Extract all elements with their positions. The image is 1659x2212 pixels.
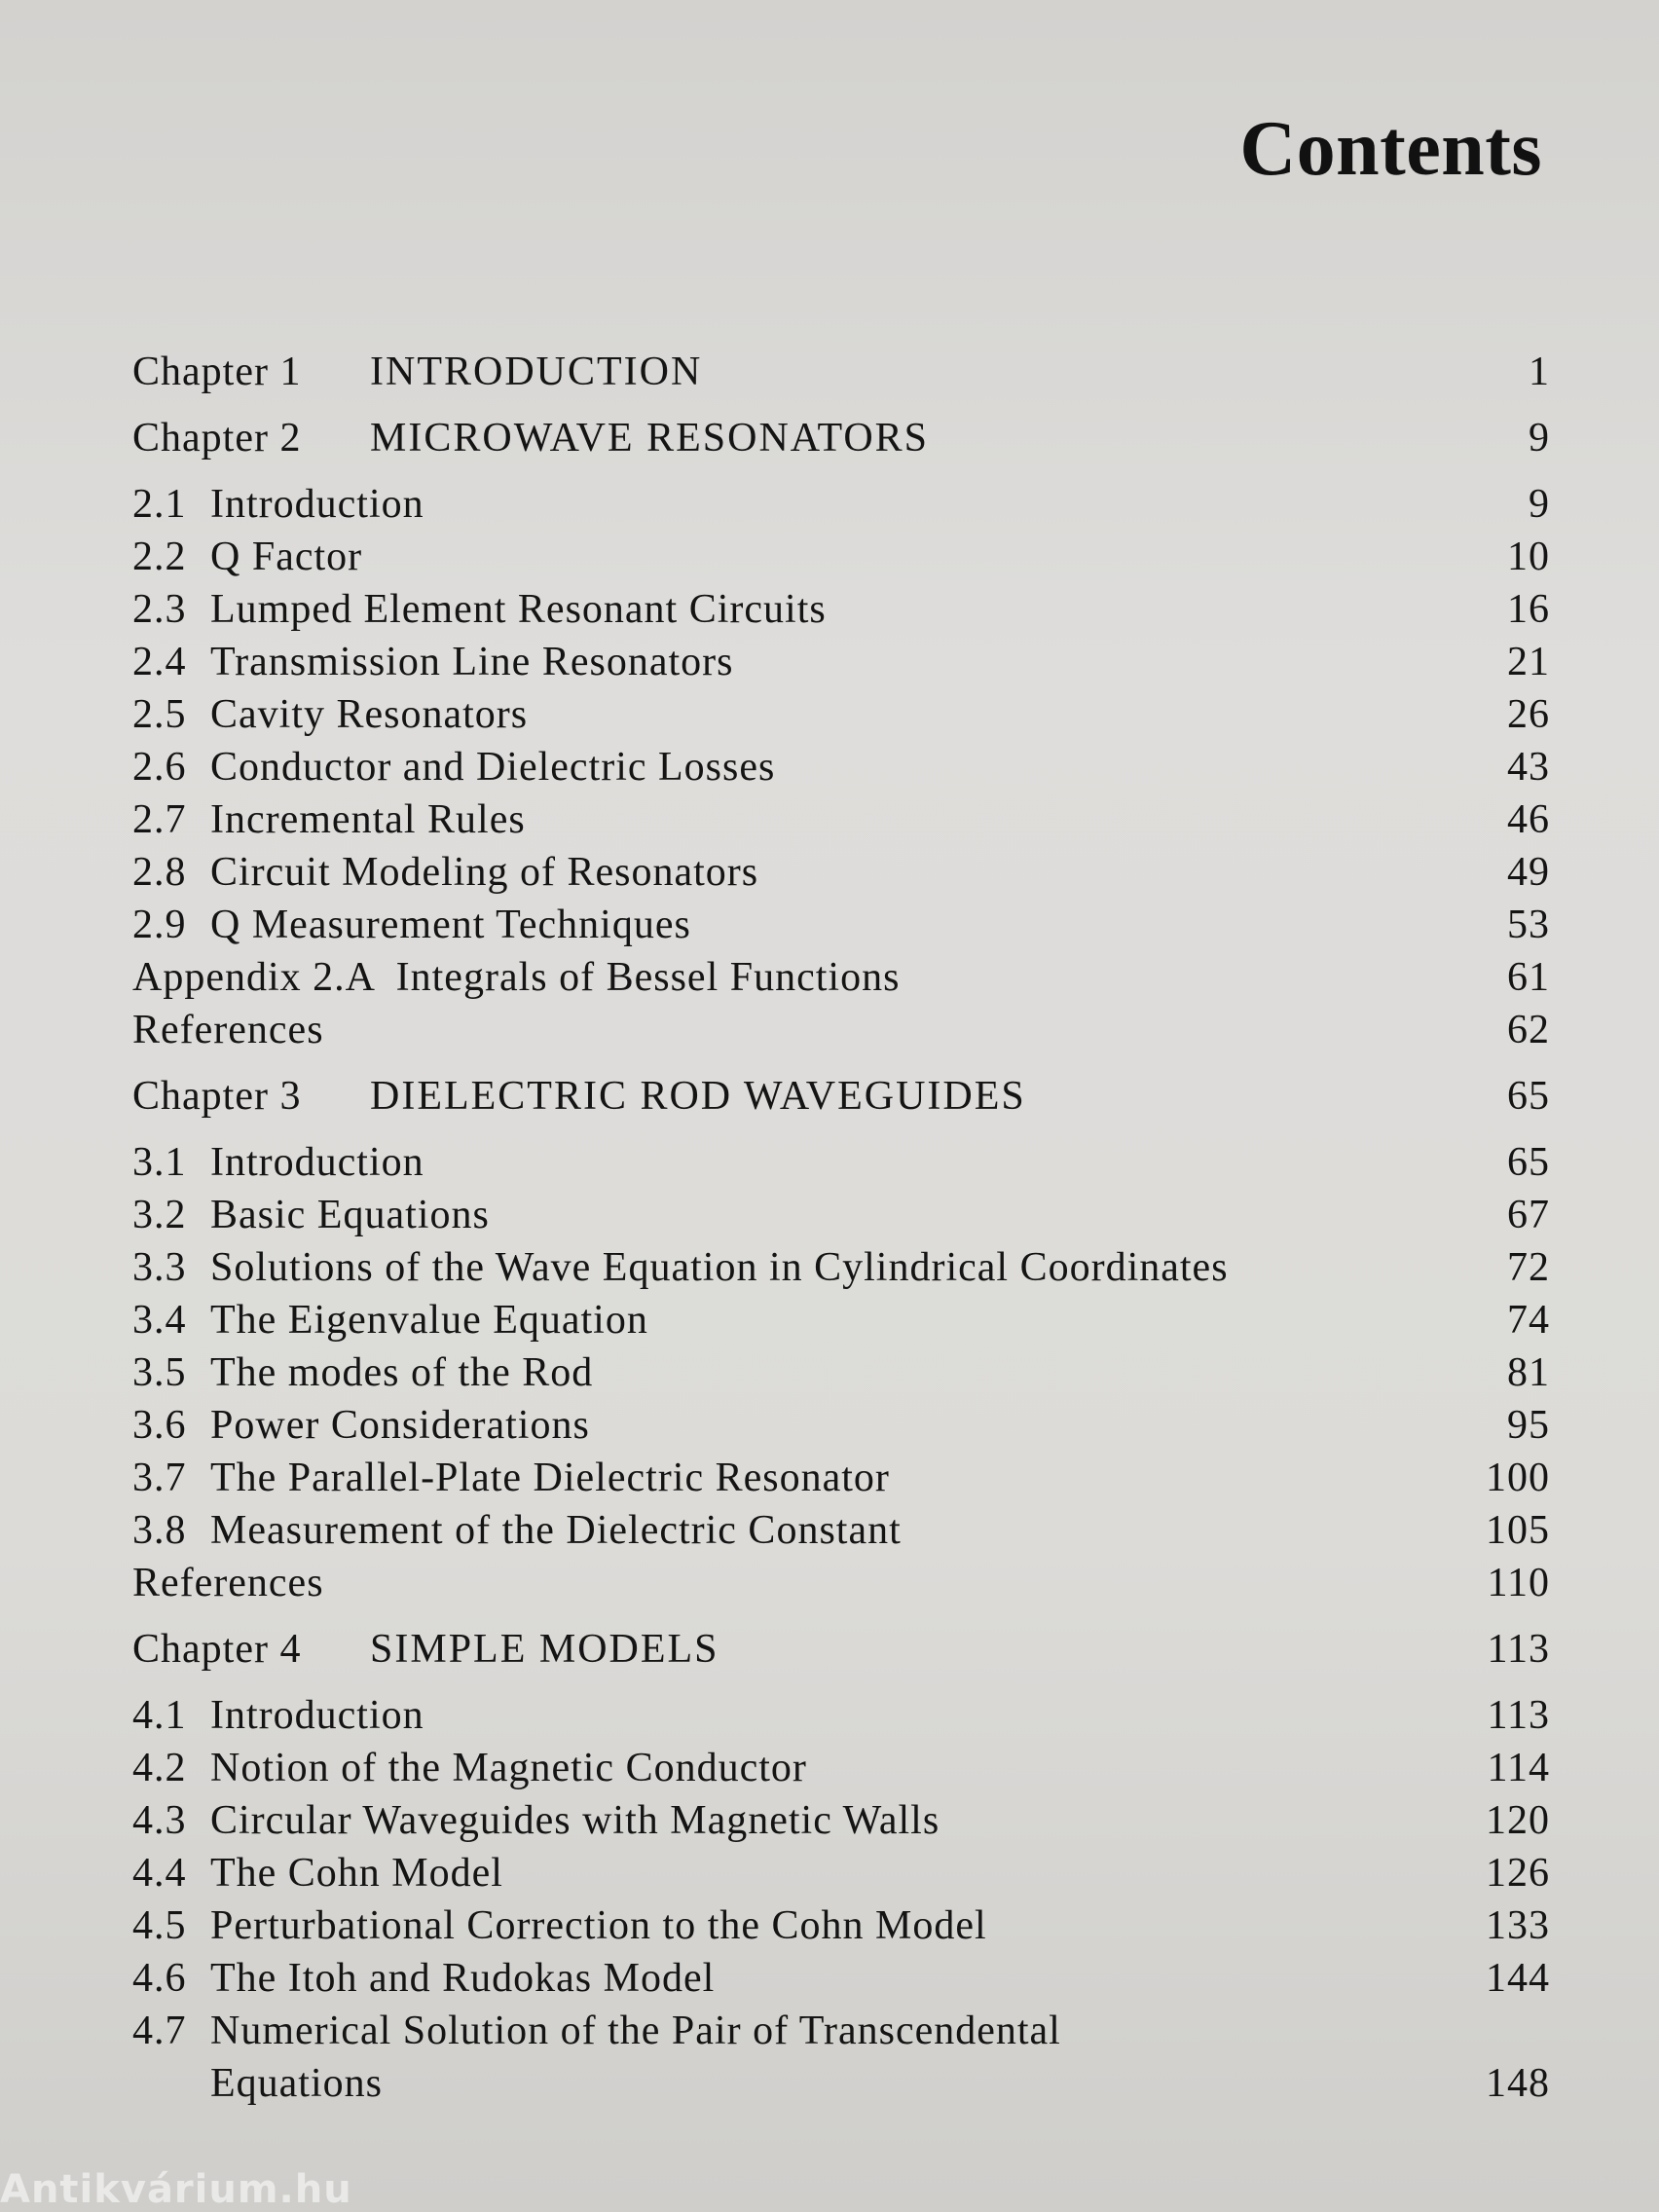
section-number: 4.5 <box>132 1903 187 1948</box>
page-number: 113 <box>1487 1627 1550 1672</box>
section-title: Q Factor <box>210 535 363 579</box>
section-number: 2.3 <box>132 587 187 632</box>
section-title: Circular Waveguides with Magnetic Walls <box>210 1798 940 1843</box>
section-number: 4.4 <box>132 1851 187 1896</box>
section-number: 2.1 <box>132 482 187 527</box>
page-number: 1 <box>1529 350 1550 394</box>
section-number: 2.5 <box>132 692 187 737</box>
toc-section <box>132 688 1550 741</box>
page-number: 110 <box>1487 1561 1550 1605</box>
section-number: 2.8 <box>132 850 187 895</box>
page-number: 65 <box>1507 1074 1550 1119</box>
page-number: 133 <box>1486 1903 1550 1948</box>
toc-section <box>132 531 1550 583</box>
page-number: 26 <box>1507 692 1550 737</box>
page-number: 16 <box>1507 587 1550 632</box>
toc-section <box>132 741 1550 793</box>
section-number: 4.3 <box>132 1798 187 1843</box>
section-number: 3.1 <box>132 1140 187 1185</box>
toc-section <box>132 1742 1550 1794</box>
page-number: 65 <box>1507 1140 1550 1185</box>
section-title: Cavity Resonators <box>210 692 529 737</box>
section-title: Perturbational Correction to the Cohn Model <box>210 1903 987 1948</box>
chapter-title: SIMPLE MODELS <box>370 1627 719 1672</box>
page-number: 67 <box>1507 1193 1550 1237</box>
page-number: 148 <box>1486 2061 1550 2106</box>
toc-section <box>132 478 1550 531</box>
section-title-continued: Equations <box>210 2061 383 2106</box>
section-title: Transmission Line Resonators <box>210 640 734 684</box>
toc-section <box>132 793 1550 846</box>
section-title: Introduction <box>210 482 424 527</box>
references-title: References <box>132 1008 324 1052</box>
section-number: 4.2 <box>132 1746 187 1790</box>
section-number: 2.4 <box>132 640 187 684</box>
page-number: 61 <box>1507 955 1550 1000</box>
section-title: Lumped Element Resonant Circuits <box>210 587 827 632</box>
toc-section <box>132 1689 1550 1742</box>
section-title: Power Considerations <box>210 1403 590 1448</box>
chapter-title: MICROWAVE RESONATORS <box>370 416 930 461</box>
table-of-contents <box>132 346 1550 2110</box>
toc-section <box>132 1847 1550 1899</box>
section-number: 3.4 <box>132 1298 187 1343</box>
page-number: 43 <box>1507 745 1550 790</box>
section-title: Conductor and Dielectric Losses <box>210 745 776 790</box>
section-number: 3.3 <box>132 1245 187 1290</box>
watermark-text: Antikvárium.hu <box>0 2167 352 2212</box>
section-number: 4.6 <box>132 1956 187 2001</box>
page-number: 62 <box>1507 1008 1550 1052</box>
section-title: Measurement of the Dielectric Constant <box>210 1508 902 1553</box>
section-title: The modes of the Rod <box>210 1350 594 1395</box>
page-number: 120 <box>1486 1798 1550 1843</box>
page-number: 9 <box>1529 416 1550 461</box>
section-number: 3.6 <box>132 1403 187 1448</box>
page-number: 144 <box>1486 1956 1550 2001</box>
toc-section <box>132 636 1550 688</box>
section-title: Notion of the Magnetic Conductor <box>210 1746 807 1790</box>
page-number: 113 <box>1487 1693 1550 1738</box>
chapter-label: Chapter 4 <box>132 1627 302 1672</box>
section-title: Basic Equations <box>210 1193 490 1237</box>
toc-section <box>132 1504 1550 1557</box>
chapter-label: Chapter 2 <box>132 416 302 461</box>
toc-section <box>132 846 1550 899</box>
section-title: The Cohn Model <box>210 1851 503 1896</box>
toc-section <box>132 1241 1550 1294</box>
chapter-title: INTRODUCTION <box>370 350 703 394</box>
section-title: Solutions of the Wave Equation in Cylindrical Coordinates <box>210 1245 1229 1290</box>
page-number: 53 <box>1507 903 1550 947</box>
toc-section <box>132 1794 1550 1847</box>
section-number: 3.2 <box>132 1193 187 1237</box>
toc-section <box>132 583 1550 636</box>
toc-section <box>132 1399 1550 1452</box>
page-number: 72 <box>1507 1245 1550 1290</box>
toc-section <box>132 1952 1550 2005</box>
toc-section <box>132 1136 1550 1189</box>
section-title: Introduction <box>210 1140 424 1185</box>
chapter-label: Chapter 1 <box>132 350 302 394</box>
page-number: 100 <box>1486 1456 1550 1500</box>
section-number: 2.9 <box>132 903 187 947</box>
section-title: Numerical Solution of the Pair of Transcendental <box>210 2009 1061 2053</box>
section-title: The Parallel-Plate Dielectric Resonator <box>210 1456 890 1500</box>
section-title: The Itoh and Rudokas Model <box>210 1956 716 2001</box>
toc-references <box>132 1557 1550 1609</box>
section-number: 3.5 <box>132 1350 187 1395</box>
section-title: The Eigenvalue Equation <box>210 1298 648 1343</box>
chapter-label: Chapter 3 <box>132 1074 302 1119</box>
toc-chapter-2 <box>132 412 1550 464</box>
toc-section-continuation <box>132 2057 1550 2110</box>
section-title: Introduction <box>210 1693 424 1738</box>
section-number: 2.7 <box>132 797 187 842</box>
page-number: 126 <box>1486 1851 1550 1896</box>
page-number: 49 <box>1507 850 1550 895</box>
page-number: 114 <box>1487 1746 1550 1790</box>
section-title: Circuit Modeling of Resonators <box>210 850 759 895</box>
page-number: 95 <box>1507 1403 1550 1448</box>
page-number: 105 <box>1486 1508 1550 1553</box>
page-number: 10 <box>1507 535 1550 579</box>
toc-chapter-1 <box>132 346 1550 398</box>
section-number: 4.7 <box>132 2009 187 2053</box>
page-number: 46 <box>1507 797 1550 842</box>
toc-appendix <box>132 951 1550 1004</box>
toc-section <box>132 899 1550 951</box>
section-title: Q Measurement Techniques <box>210 903 691 947</box>
page-number: 9 <box>1529 482 1550 527</box>
toc-section <box>132 1294 1550 1346</box>
section-number: 3.8 <box>132 1508 187 1553</box>
section-number: 3.7 <box>132 1456 187 1500</box>
toc-section <box>132 1452 1550 1504</box>
page-number: 74 <box>1507 1298 1550 1343</box>
page-title: Contents <box>1239 106 1542 192</box>
toc-section <box>132 1346 1550 1399</box>
section-number: 2.2 <box>132 535 187 579</box>
toc-chapter-3 <box>132 1070 1550 1123</box>
section-title: Incremental Rules <box>210 797 526 842</box>
appendix-title: Appendix 2.A Integrals of Bessel Functions <box>132 955 901 1000</box>
page-number: 81 <box>1507 1350 1550 1395</box>
section-number: 4.1 <box>132 1693 187 1738</box>
toc-chapter-4 <box>132 1623 1550 1676</box>
toc-section <box>132 2005 1550 2057</box>
toc-section <box>132 1189 1550 1241</box>
toc-section <box>132 1899 1550 1952</box>
section-number: 2.6 <box>132 745 187 790</box>
page-number: 21 <box>1507 640 1550 684</box>
toc-references <box>132 1004 1550 1056</box>
references-title: References <box>132 1561 324 1605</box>
chapter-title: DIELECTRIC ROD WAVEGUIDES <box>370 1074 1026 1119</box>
